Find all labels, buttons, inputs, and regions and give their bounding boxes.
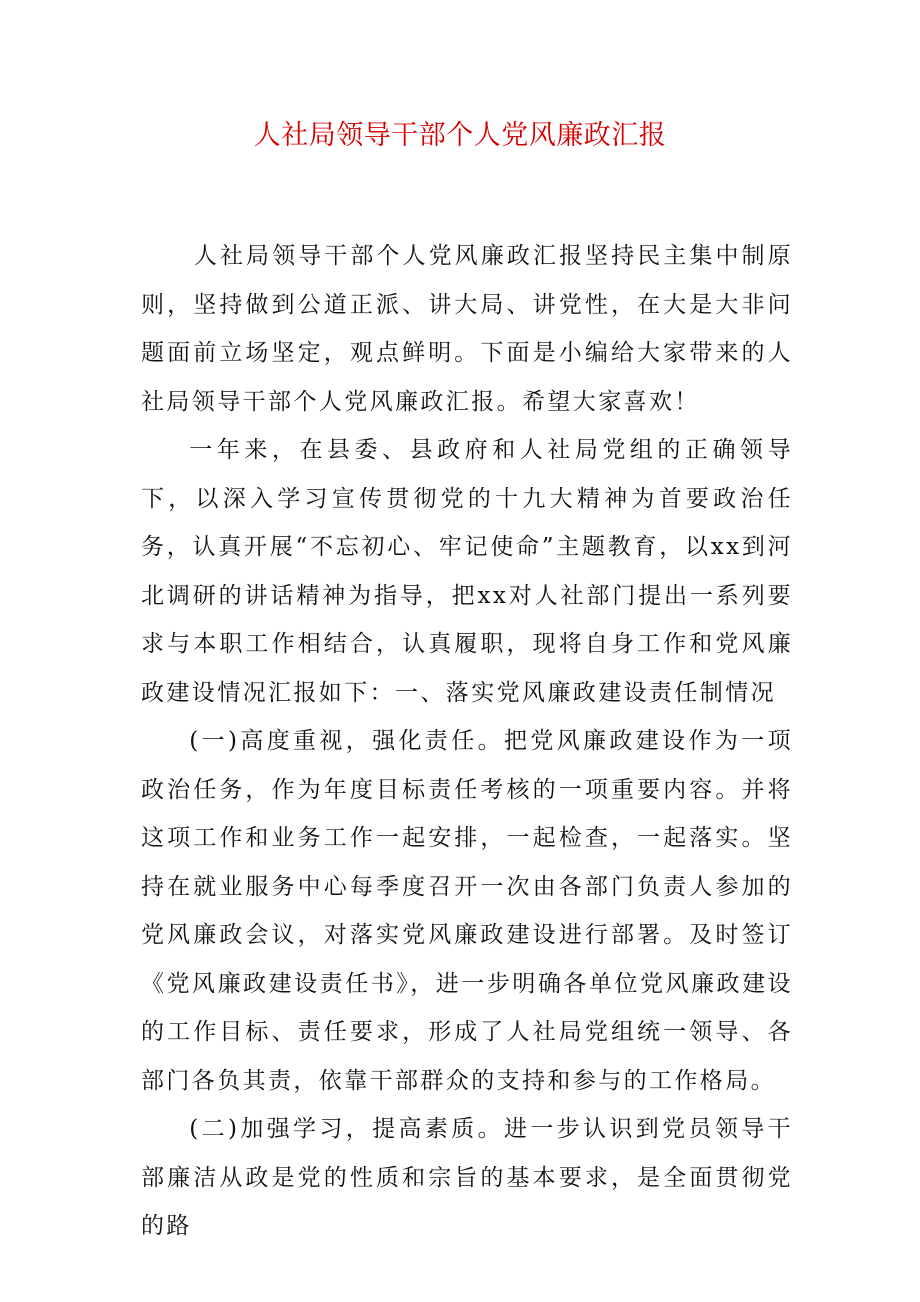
paragraph-overview: 一年来，在县委、县政府和人社局党组的正确领导下，以深入学习宣传贯彻党的十九大精神为首要政治任务，认真开展“不忘初心、牢记使命”主题教育，以xx到河北调研的讲话精神为指导，把xx对人社部门提出一系列要求与本职工作相结合，认真履职，现将自身工作和党风廉政建设情况汇报如下：一、落实党风廉政建设责任制情况 [141, 437, 793, 706]
paragraph-section-2: (二)加强学习，提高素质。进一步认识到党员领导干部廉洁从政是党的性质和宗旨的基本要求，是全面贯彻党的路 [141, 1116, 793, 1239]
document-title: 人社局领导干部个人党风廉政汇报 [253, 120, 667, 151]
document-body [141, 232, 793, 1251]
paragraph-section-1: (一)高度重视，强化责任。把党风廉政建设作为一项政治任务，作为年度目标责任考核的一项重要内容。并将这项工作和业务工作一起安排，一起检查，一起落实。坚持在就业服务中心每季度召开一次由各部门负责人参加的党风廉政会议，对落实党风廉政建设进行部署。及时签订《党风廉政建设责任书》，进一步明确各单位党风廉政建设的工作目标、责任要求，形成了人社局党组统一领导、各部门各负其责，依靠干部群众的支持和参与的工作格局。 [141, 728, 793, 1094]
paragraph-intro: 人社局领导干部个人党风廉政汇报坚持民主集中制原则，坚持做到公道正派、讲大局、讲党性，在大是大非问题面前立场坚定，观点鲜明。下面是小编给大家带来的人社局领导干部个人党风廉政汇报。希望大家喜欢！ [141, 243, 793, 415]
